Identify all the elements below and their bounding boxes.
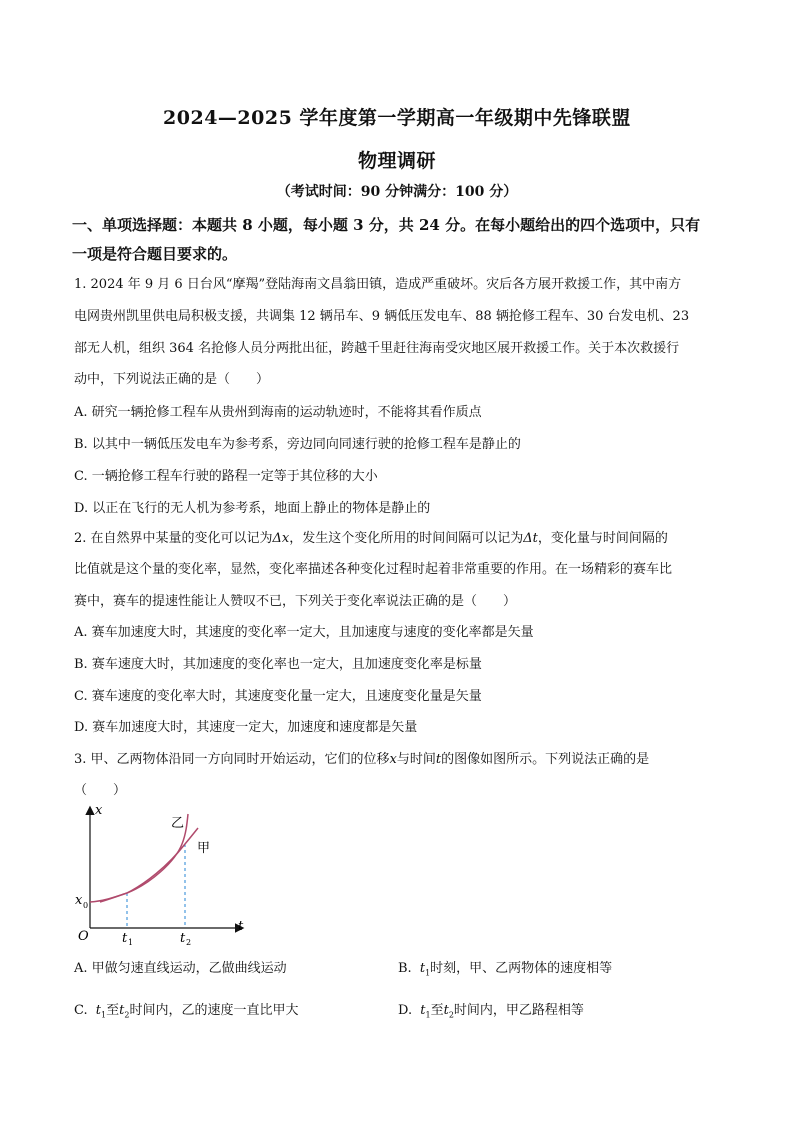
var-t: t — [443, 1003, 449, 1018]
q2-stem-part: 2. 在自然界中某量的变化可以记为 — [74, 531, 273, 546]
t1-sub-label: 1 — [128, 938, 134, 947]
var-sub: 2 — [124, 1010, 130, 1020]
option-text: 时间内，甲乙路程相等 — [453, 1003, 584, 1018]
q3-stem-part: 3. 甲、乙两物体沿同一方向同时开始运动，它们的位移 — [74, 752, 390, 767]
q3-xt-graph — [70, 800, 250, 950]
q3-option-c — [74, 1002, 298, 1025]
exam-subject: 物理调研 — [357, 150, 436, 172]
q1-stem-line: 部无人机，组织 364 名抢修人员分两批出征，跨越千里赶往海南受灾地区展开救援工作。关于本次救援行 — [74, 341, 680, 356]
t2-sub-label: 2 — [186, 938, 192, 947]
section-heading-line2: 一项是符合题目要求的。 — [72, 245, 238, 263]
section-heading — [72, 211, 732, 269]
q2-stem-line: 比值就是这个量的变化率，显然，变化率描述各种变化过程时起着非常重要的作用。在一场精彩的赛车比 — [74, 562, 673, 577]
q2-stem-line — [74, 530, 668, 548]
option-letter: D. — [398, 1003, 413, 1018]
q3-stem-part: 的图像如图所示。下列说法正确的是 — [441, 752, 650, 767]
exam-info: （考试时间：90 分钟满分：100 分） — [276, 184, 518, 200]
x0-label: x — [75, 893, 83, 908]
section-heading-line1: 一、单项选择题：本题共 8 小题，每小题 3 分，共 24 分。在每小题给出的四个选项中，只有 — [72, 216, 701, 234]
q3-option-a: A. 甲做匀速直线运动，乙做曲线运动 — [74, 961, 287, 976]
var-sub: 1 — [101, 1010, 107, 1020]
q3-stem-line — [74, 751, 649, 769]
q3-var-t: t — [435, 752, 442, 767]
x0-sub-label: 0 — [83, 901, 89, 910]
q2-delta-t: Δt — [523, 531, 538, 546]
q2-option-a: A. 赛车加速度大时，其速度的变化率一定大，且加速度与速度的变化率都是矢量 — [74, 625, 534, 640]
option-text: 时刻，甲、乙两物体的速度相等 — [430, 961, 613, 976]
q1-stem-line: 1. 2024 年 9 月 6 日台风“摩羯”登陆海南文昌翁田镇，造成严重破坏。灾后各方展开救援工作，其中南方 — [74, 277, 682, 292]
var-sub: 2 — [448, 1010, 454, 1020]
exam-title: 2024—2025 学年度第一学期高一年级期中先锋联盟 — [163, 107, 631, 129]
q2-stem-part: ，变化量与时间间隔的 — [537, 531, 668, 546]
yi-label: 乙 — [171, 816, 185, 831]
q1-option-d: D. 以正在飞行的无人机为参考系，地面上静止的物体是静止的 — [74, 501, 431, 516]
q2-option-b: B. 赛车速度大时，其加速度的变化率也一定大，且加速度变化率是标量 — [74, 657, 482, 672]
q3-stem-part: 与时间 — [396, 752, 436, 767]
option-letter: C. — [74, 1003, 88, 1018]
option-text: 至 — [430, 1003, 444, 1018]
var-sub: 1 — [425, 1010, 431, 1020]
option-text: 时间内，乙的速度一直比甲大 — [129, 1003, 299, 1018]
option-letter: B. — [398, 961, 412, 976]
q2-option-c: C. 赛车速度的变化率大时，其速度变化量一定大，且速度变化量是矢量 — [74, 689, 482, 704]
q1-option-c: C. 一辆抢修工程车行驶的路程一定等于其位移的大小 — [74, 469, 378, 484]
var-t: t — [119, 1003, 125, 1018]
q3-var-x: x — [389, 752, 397, 767]
t1-label: t — [122, 931, 128, 946]
q3-stem-line: （ ） — [74, 783, 127, 798]
q1-stem-line: 电网贵州凯里供电局积极支援，共调集 12 辆吊车、9 辆低压发电车、88 辆抢修工程车、30 台发电机、23 — [74, 309, 690, 324]
q1-option-b: B. 以其中一辆低压发电车为参考系，旁边同向同速行驶的抢修工程车是静止的 — [74, 437, 521, 452]
q3-option-b — [398, 960, 612, 983]
q2-delta-x: Δx — [272, 531, 290, 546]
q2-stem-part: ，发生这个变化所用的时间间隔可以记为 — [289, 531, 524, 546]
axis-t-label: t — [238, 919, 244, 934]
axis-x-label: x — [95, 803, 103, 818]
var-t: t — [420, 1003, 426, 1018]
var-t: t — [419, 961, 426, 976]
option-text: 至 — [106, 1003, 120, 1018]
q2-stem-line: 赛中，赛车的提速性能让人赞叹不已，下列关于变化率说法正确的是（ ） — [74, 594, 517, 609]
var-sub: 1 — [425, 968, 431, 978]
t2-label: t — [180, 931, 186, 946]
q3-option-d — [398, 1002, 584, 1025]
var-t: t — [95, 1003, 101, 1018]
q1-option-a: A. 研究一辆抢修工程车从贵州到海南的运动轨迹时，不能将其看作质点 — [74, 405, 482, 420]
jia-label: 甲 — [197, 841, 211, 856]
curve-jia — [90, 828, 198, 902]
q2-option-d: D. 赛车加速度大时，其速度一定大，加速度和速度都是矢量 — [74, 720, 418, 735]
origin-label: O — [78, 929, 89, 944]
q1-stem-line: 动中，下列说法正确的是（ ） — [74, 372, 270, 387]
